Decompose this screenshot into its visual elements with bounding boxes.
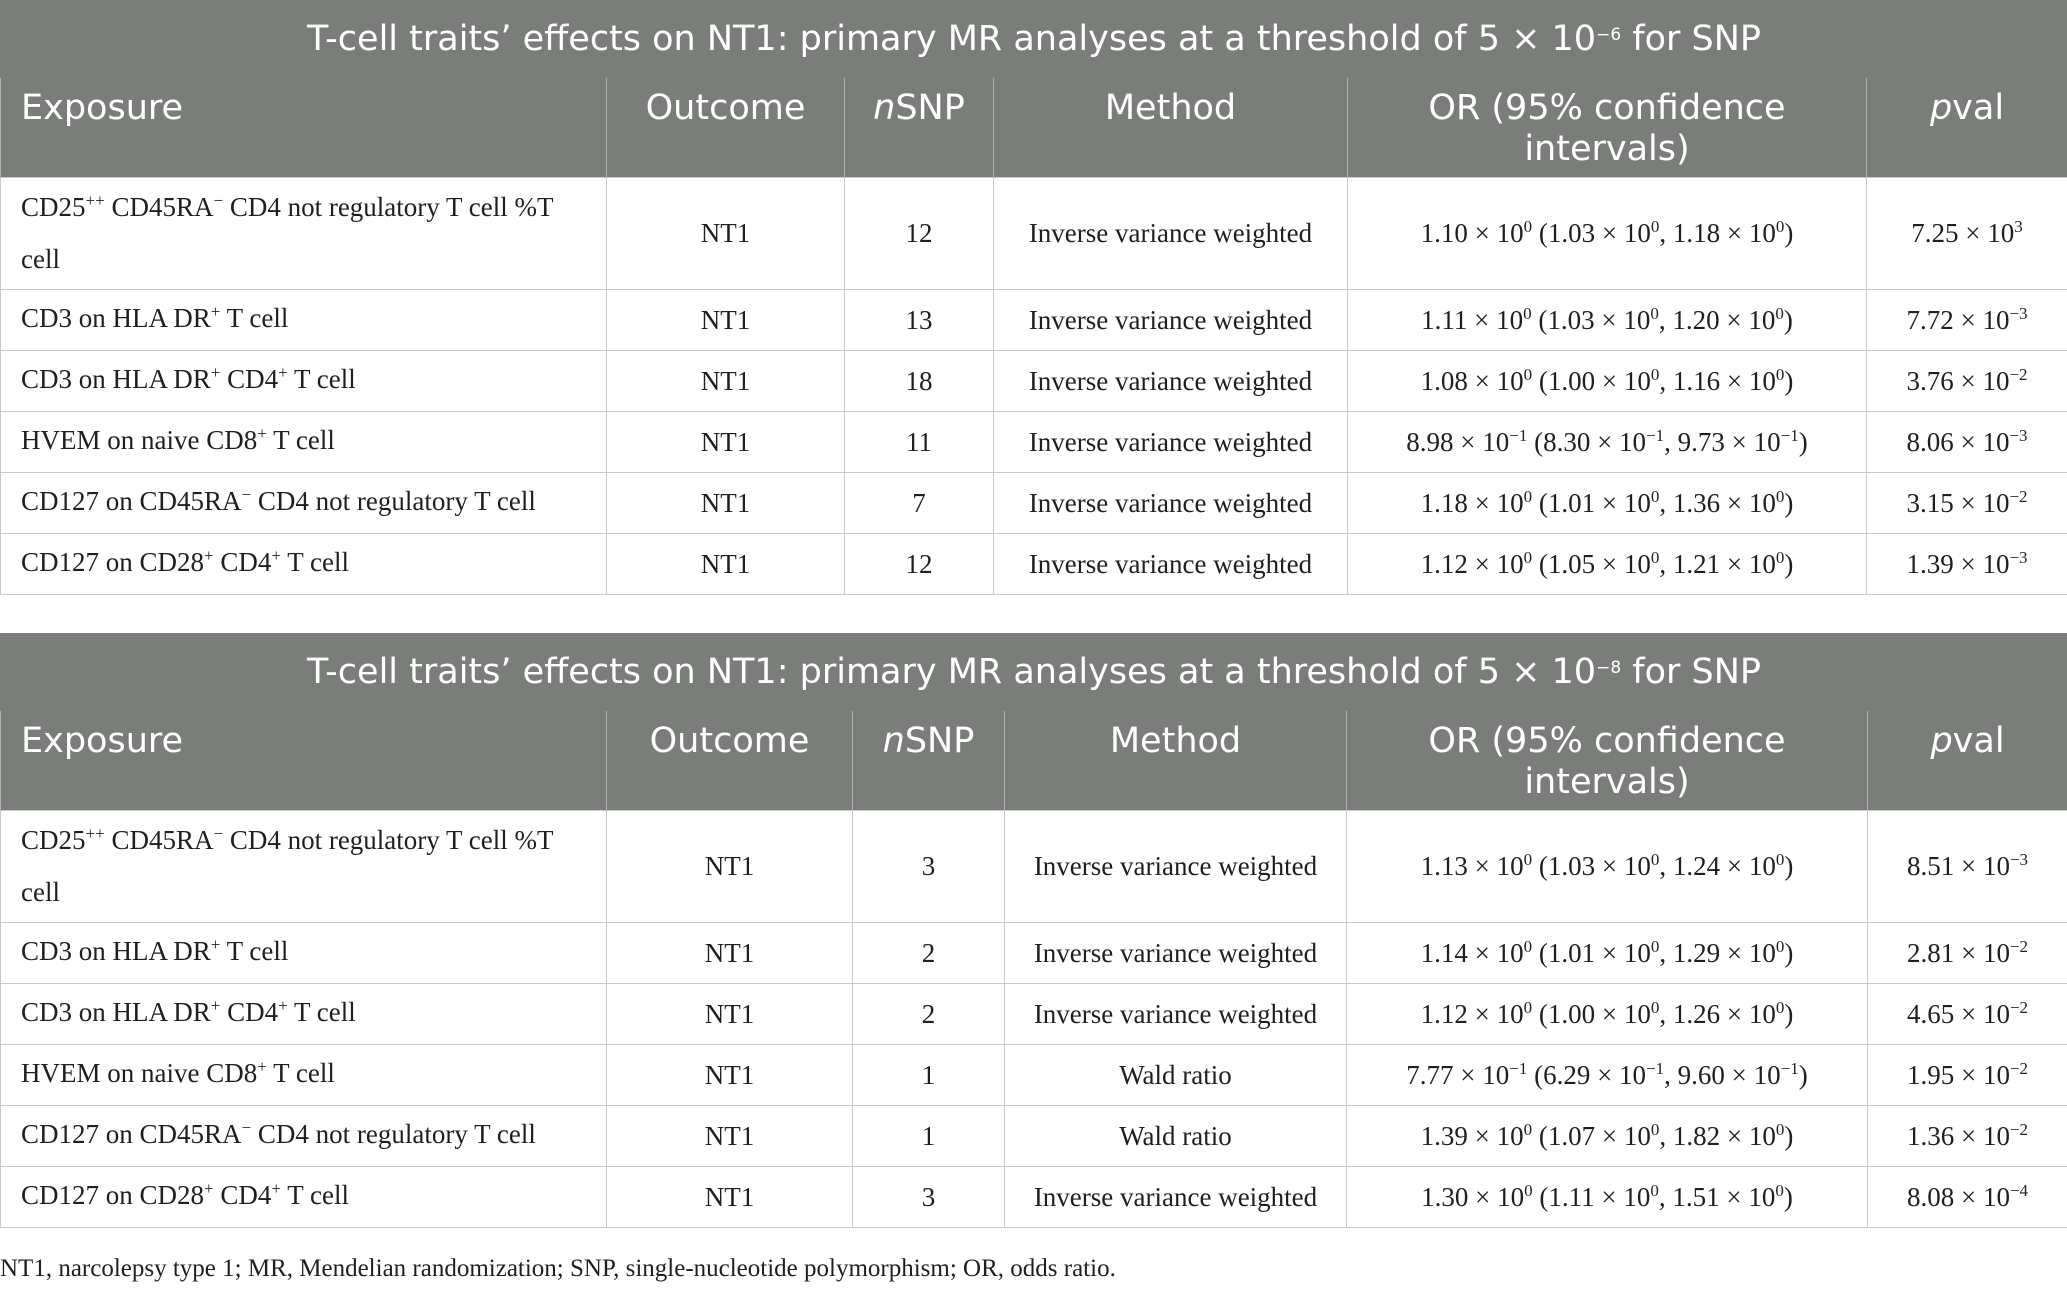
cell-exposure: CD3 on HLA DR+ T cell [1,923,607,984]
cell-method: Inverse variance weighted [1005,811,1347,923]
cell-odds-ratio: $8.98 \times 10^{-1}$ ($8.30 \times 10^{-1}$, $9.73 \times 10^{-1}$) [1348,412,1867,473]
cell-pval: $8.51 \times 10^{-3}$ [1868,811,2067,923]
cell-outcome: NT1 [607,923,853,984]
table-row [1,1045,2067,1106]
cell-method: Inverse variance weighted [994,290,1348,351]
col-header-nsnp: nSNP [853,711,1005,811]
table-row [1,1167,2067,1228]
cell-odds-ratio: $1.39 \times 10^0$ ($1.07 \times 10^0$, $1.82 \times 10^0$) [1347,1106,1868,1167]
cell-outcome: NT1 [607,811,853,923]
table-row [1,178,2067,290]
cell-exposure: CD127 on CD45RA− CD4 not regulatory T cell [1,1106,607,1167]
cell-outcome: NT1 [607,412,845,473]
cell-outcome: NT1 [607,984,853,1045]
col-header-or: OR (95% confidence intervals) [1348,78,1867,178]
cell-pval: $3.15 \times 10^{-2}$ [1867,473,2067,534]
cell-pval: $1.39 \times 10^{-3}$ [1867,534,2067,595]
cell-exposure: CD3 on HLA DR+ CD4+ T cell [1,351,607,412]
cell-pval: $7.72 \times 10^{-3}$ [1867,290,2067,351]
col-header-outcome: Outcome [607,78,845,178]
col-header-nsnp: nSNP [845,78,994,178]
cell-nsnp: 3 [853,1167,1005,1228]
cell-exposure: CD127 on CD28+ CD4+ T cell [1,534,607,595]
col-header-outcome: Outcome [607,711,853,811]
table-row [1,1106,2067,1167]
cell-method: Inverse variance weighted [994,351,1348,412]
cell-exposure: HVEM on naive CD8+ T cell [1,412,607,473]
table-row [1,984,2067,1045]
cell-exposure: CD127 on CD45RA− CD4 not regulatory T cell [1,473,607,534]
cell-nsnp: 2 [853,923,1005,984]
cell-method: Inverse variance weighted [1005,923,1347,984]
cell-nsnp: 13 [845,290,994,351]
cell-odds-ratio: $1.12 \times 10^0$ ($1.05 \times 10^0$, $1.21 \times 10^0$) [1348,534,1867,595]
cell-nsnp: 7 [845,473,994,534]
cell-odds-ratio: $1.08 \times 10^0$ ($1.00 \times 10^0$, $1.16 \times 10^0$) [1348,351,1867,412]
cell-nsnp: 3 [853,811,1005,923]
table-row [1,534,2067,595]
cell-nsnp: 12 [845,534,994,595]
table-row [1,412,2067,473]
cell-odds-ratio: $1.11 \times 10^0$ ($1.03 \times 10^0$, $1.20 \times 10^0$) [1348,290,1867,351]
table-row [1,923,2067,984]
cell-method: Wald ratio [1005,1106,1347,1167]
cell-outcome: NT1 [607,473,845,534]
table-footnote: NT1, narcolepsy type 1; MR, Mendelian randomization; SNP, single-nucleotide polymorphism; OR, odds ratio. [0,1255,1116,1282]
cell-outcome: NT1 [607,534,845,595]
cell-odds-ratio: $1.12 \times 10^0$ ($1.00 \times 10^0$, $1.26 \times 10^0$) [1347,984,1868,1045]
cell-nsnp: 18 [845,351,994,412]
cell-odds-ratio: $7.77 \times 10^{-1}$ ($6.29 \times 10^{-1}$, $9.60 \times 10^{-1}$) [1347,1045,1868,1106]
cell-pval: $4.65 \times 10^{-2}$ [1868,984,2067,1045]
cell-pval: $3.76 \times 10^{-2}$ [1867,351,2067,412]
cell-pval: $2.81 \times 10^{-2}$ [1868,923,2067,984]
col-header-method: Method [1005,711,1347,811]
col-header-or: OR (95% confidence intervals) [1347,711,1868,811]
cell-outcome: NT1 [607,178,845,290]
cell-pval: $1.95 \times 10^{-2}$ [1868,1045,2067,1106]
cell-outcome: NT1 [607,1167,853,1228]
table-row [1,811,2067,923]
cell-method: Inverse variance weighted [1005,984,1347,1045]
cell-nsnp: 1 [853,1106,1005,1167]
col-header-method: Method [994,78,1348,178]
cell-pval: $1.36 \times 10^{-2}$ [1868,1106,2067,1167]
col-header-pval: pval [1867,78,2067,178]
table-row [1,351,2067,412]
cell-method: Inverse variance weighted [994,412,1348,473]
cell-method: Inverse variance weighted [994,473,1348,534]
cell-odds-ratio: $1.18 \times 10^0$ ($1.01 \times 10^0$, $1.36 \times 10^0$) [1348,473,1867,534]
cell-odds-ratio: $1.14 \times 10^0$ ($1.01 \times 10^0$, $1.29 \times 10^0$) [1347,923,1868,984]
cell-outcome: NT1 [607,1045,853,1106]
cell-pval: $7.25 \times 10^3$ [1867,178,2067,290]
cell-pval: $8.06 \times 10^{-3}$ [1867,412,2067,473]
cell-exposure: CD127 on CD28+ CD4+ T cell [1,1167,607,1228]
cell-method: Inverse variance weighted [994,534,1348,595]
col-header-exposure: Exposure [1,711,607,811]
cell-exposure: CD25++ CD45RA− CD4 not regulatory T cell %T cell [1,178,607,290]
cell-exposure: CD3 on HLA DR+ CD4+ T cell [1,984,607,1045]
cell-odds-ratio: $1.13 \times 10^0$ ($1.03 \times 10^0$, $1.24 \times 10^0$) [1347,811,1868,923]
col-header-exposure: Exposure [1,78,607,178]
cell-exposure: CD3 on HLA DR+ T cell [1,290,607,351]
cell-outcome: NT1 [607,351,845,412]
table-title: T-cell traits’ effects on NT1: primary MR analyses at a threshold of $5 \times 10^{-6}$ for SNP [1,1,2067,78]
cell-nsnp: 2 [853,984,1005,1045]
results-table-threshold-8 [0,633,2067,1228]
cell-outcome: NT1 [607,290,845,351]
cell-method: Inverse variance weighted [994,178,1348,290]
cell-exposure: HVEM on naive CD8+ T cell [1,1045,607,1106]
results-table-threshold-6 [0,0,2067,595]
cell-outcome: NT1 [607,1106,853,1167]
cell-odds-ratio: $1.30 \times 10^0$ ($1.11 \times 10^0$, $1.51 \times 10^0$) [1347,1167,1868,1228]
cell-pval: $8.08 \times 10^{-4}$ [1868,1167,2067,1228]
cell-method: Wald ratio [1005,1045,1347,1106]
table-row [1,290,2067,351]
cell-nsnp: 11 [845,412,994,473]
col-header-pval: pval [1868,711,2067,811]
cell-nsnp: 12 [845,178,994,290]
cell-method: Inverse variance weighted [1005,1167,1347,1228]
table-title: T-cell traits’ effects on NT1: primary MR analyses at a threshold of $5 \times 10^{-8}$ for SNP [1,634,2067,711]
cell-exposure: CD25++ CD45RA− CD4 not regulatory T cell %T cell [1,811,607,923]
cell-nsnp: 1 [853,1045,1005,1106]
cell-odds-ratio: $1.10 \times 10^0$ ($1.03 \times 10^0$, $1.18 \times 10^0$) [1348,178,1867,290]
table-row [1,473,2067,534]
